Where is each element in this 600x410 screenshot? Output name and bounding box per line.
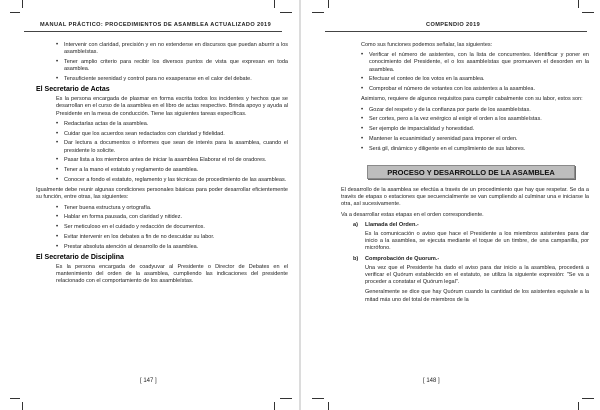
header-rule bbox=[24, 31, 282, 32]
step-title: Llamada del Orden.- bbox=[365, 221, 419, 228]
bullet-icon: • bbox=[56, 157, 59, 164]
section-heading: El Secretario de Actas bbox=[36, 86, 110, 94]
bullet-list bbox=[36, 42, 288, 83]
bullet-list bbox=[341, 107, 589, 153]
list-item: • Gozar del respeto y de la confianza por parte de los asambleístas. bbox=[361, 106, 531, 113]
bullet-list bbox=[36, 205, 288, 251]
bullet-icon: • bbox=[56, 167, 59, 174]
bullet-icon: • bbox=[56, 204, 59, 211]
page-number: [ 147 ] bbox=[140, 378, 157, 384]
list-item: • Comprobar el número de votantes con los asistentes a la asamblea. bbox=[361, 86, 536, 93]
bullet-icon: • bbox=[361, 86, 364, 93]
step-body: Generalmente se dice que hay Quórum cuando la cantidad de los asistentes equivale a la mitad más uno del total de miembros de la bbox=[365, 289, 589, 303]
list-item: • Verificar el número de asistentes, con la lista de concurrentes. Identificar y poner en conocimiento del Presidente, el o los asambleístas que promueven el desorden en la asamblea. bbox=[361, 52, 589, 73]
bullet-icon: • bbox=[56, 214, 59, 221]
step-heading bbox=[341, 256, 589, 263]
step-heading bbox=[341, 222, 589, 229]
bullet-icon: • bbox=[56, 140, 59, 147]
running-header: MANUAL PRÁCTICO: PROCEDIMIENTOS DE ASAMBLEA ACTUALIZADO 2019 bbox=[40, 22, 272, 28]
running-header: COMPENDIO 2019 bbox=[426, 22, 481, 28]
bullet-icon: • bbox=[56, 243, 59, 250]
page-number: [ 148 ] bbox=[423, 378, 440, 384]
paragraph: Igualmente debe reunir algunas condiciones personales básicas para poder desarrollar eficientemente su función, entre otras, las siguientes: bbox=[36, 187, 288, 201]
paragraph: Como sus funciones podemos señalar, las siguientes: bbox=[361, 42, 493, 48]
list-item: • Redactarlas actas de la asamblea. bbox=[56, 120, 149, 127]
list-item: • Hablar en forma pausada, con claridad y nitidez. bbox=[56, 214, 183, 221]
bullet-icon: • bbox=[361, 136, 364, 142]
bullet-icon: • bbox=[361, 126, 364, 133]
bullet-icon: • bbox=[56, 177, 59, 183]
left-page bbox=[0, 0, 299, 410]
bullet-icon: • bbox=[361, 145, 364, 152]
bullet-icon: • bbox=[56, 76, 59, 82]
bullet-icon: • bbox=[56, 59, 59, 65]
list-item: • Tensuficiente serenidad y control para no exasperarse en el calor del debate. bbox=[56, 76, 252, 82]
step-body: Es la comunicación o aviso que hace el Presidente a los miembros asistentes para dar inicio a la asamblea, se ejecuta mediante el toque de un timbre, de una campanilla, por micrófono. bbox=[365, 231, 589, 252]
bullet-icon: • bbox=[56, 120, 59, 127]
list-item: • Será gil, dinámico y diligente en el cumplimiento de sus labores. bbox=[361, 145, 526, 152]
bullet-icon: • bbox=[361, 76, 364, 83]
list-item: • Pasar lista a los miembros antes de iniciar la asamblea Elaborar el rol de oradores. bbox=[56, 157, 267, 164]
bullet-list bbox=[341, 52, 589, 93]
list-item: • Efectuar el conteo de los votos en la asamblea. bbox=[361, 76, 485, 83]
paragraph: El desarrollo de la asamblea se efectúa a través de un procedimiento que hay que respetar. Se da a través de etapas o estaciones que secuencialmente se van cumpliendo al culminar una e iniciarse la otra, así sucesivamente. bbox=[341, 187, 589, 208]
paragraph: Es la persona encargada de coadyuvar al Presidente o Director de Debates en el mantenimiento del orden de la asamblea, cumpliendo las indicaciones del presidente relacionado con el comportamiento de los asambleístas. bbox=[56, 264, 288, 285]
bullet-icon: • bbox=[56, 224, 59, 231]
paragraph: Es la persona encargada de plasmar en forma escrita todos los incidentes y hechos que se desarrollan en el curso de la asamblea en el libro de actas respectivo. Brinda apoyo y ayuda al Presidente en la mesa de conducción. Tiene las siguientes tareas específicas. bbox=[56, 96, 288, 117]
step-title: Comprobación de Quorum.- bbox=[365, 255, 440, 262]
paragraph: Va a desarrollar estas etapas en el orden correspondiente. bbox=[341, 211, 484, 218]
page-content bbox=[36, 42, 288, 289]
list-item: • Ser cortes, pero a la vez enérgico al exigir el orden a los asambleístas. bbox=[361, 116, 542, 123]
bullet-icon: • bbox=[361, 106, 364, 113]
section-heading: El Secretario de Disciplina bbox=[36, 254, 124, 261]
step-letter: a) bbox=[353, 221, 358, 228]
list-item: • Mantener la ecuanimidad y serenidad para imponer el orden. bbox=[361, 136, 518, 142]
list-item: • Ser ejemplo de imparcialidad y honestidad. bbox=[361, 126, 475, 133]
list-item: • Tener amplio criterio para recibir los diversos puntos de vista que expresan en toda asamblea. bbox=[56, 59, 288, 73]
bullet-icon: • bbox=[361, 52, 364, 59]
bullet-icon: • bbox=[56, 130, 59, 137]
list-item: • Ser meticuloso en el cuidado y redacción de documentos. bbox=[56, 224, 205, 231]
list-item: • Conocer a fondo el estatuto, reglamento y las técnicas de procedimiento de las asambleas. bbox=[56, 177, 287, 183]
step-letter: b) bbox=[353, 255, 359, 262]
header-rule bbox=[325, 31, 587, 32]
bullet-icon: • bbox=[56, 234, 59, 240]
list-item: • Tener a la mano el estatuto y reglamento de asamblea. bbox=[56, 167, 199, 174]
page-content bbox=[341, 42, 589, 307]
paragraph: Asimismo, requiere de algunos requisitos para cumplir cabalmente con su labor, estos son: bbox=[361, 96, 583, 103]
bullet-icon: • bbox=[56, 42, 59, 48]
list-item: • Prestar absoluta atención al desarrollo de la asamblea. bbox=[56, 243, 199, 250]
section-banner: PROCESO Y DESARROLLO DE LA ASAMBLEA bbox=[367, 165, 575, 179]
list-item: • Dar lectura a documentos o informes que sean de interés para la asamblea, cuando el presidente lo solicite. bbox=[56, 140, 288, 154]
right-page bbox=[301, 0, 600, 410]
list-item: • Cuidar que los acuerdos sean redactados con claridad y fidelidad. bbox=[56, 130, 225, 137]
list-item: • Evitar intervenir en los debates a fin de no descuidar su labor. bbox=[56, 234, 215, 240]
bullet-icon: • bbox=[361, 116, 364, 123]
list-item: • Tener buena estructura y ortografía. bbox=[56, 204, 152, 211]
list-item: • Intervenir con claridad, precisión y en no extenderse en discursos que puedan aburrir a los asambleístas. bbox=[56, 42, 288, 56]
bullet-list bbox=[36, 121, 288, 184]
step-body: Una vez que el Presidente ha dado el aviso para dar inicio a la asamblea, procederá a verificar el Quórum establecido en el estatuto, se utiliza la siguiente expresión: "Se va a proceder a constatar el Quórum legal". bbox=[365, 264, 589, 286]
